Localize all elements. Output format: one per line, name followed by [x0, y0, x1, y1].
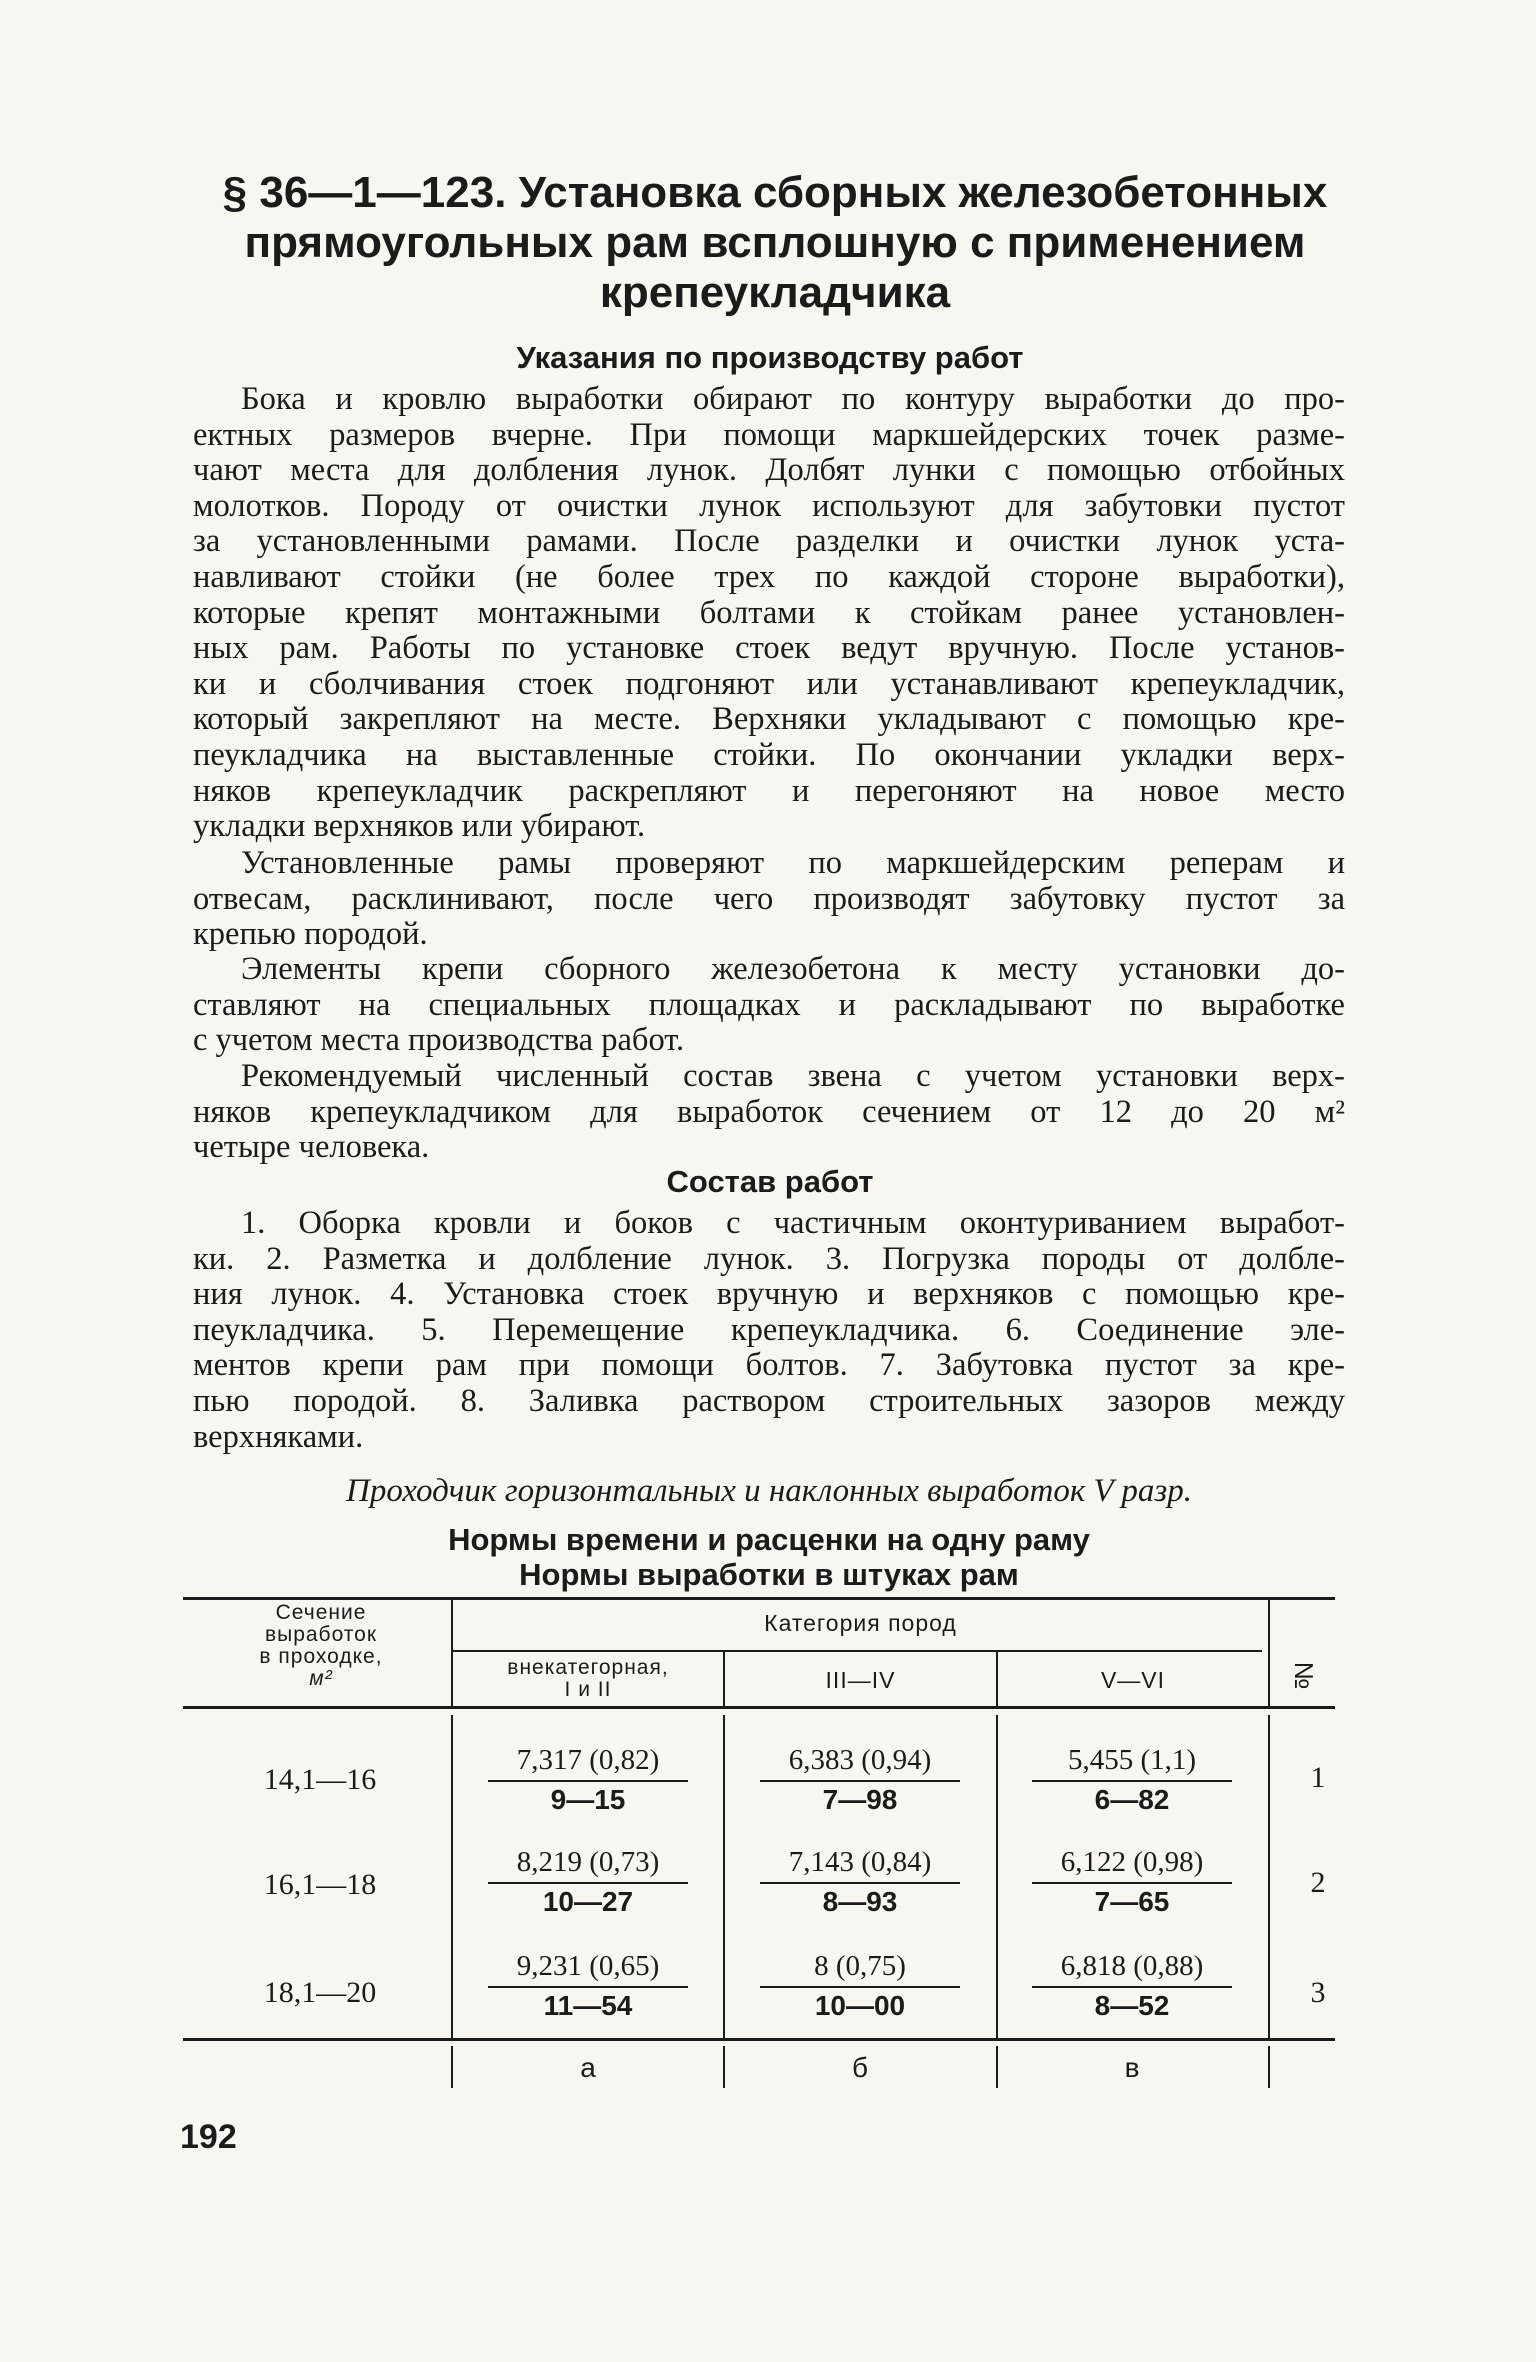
fraction-bar — [760, 1780, 960, 1782]
table-cell-a — [488, 1743, 688, 1816]
rate-value: 11—54 — [543, 1990, 633, 2021]
profession-line: Проходчик горизонтальных и наклонных выработок V разр. — [346, 1473, 1192, 1509]
header-col-a — [453, 1657, 723, 1701]
text-line: пеукладчика. 5. Перемещение крепеукладчика. 6. Соединение эле- — [193, 1311, 1345, 1348]
instructions-paragraph-1 — [193, 382, 1345, 845]
table-cell-c — [1032, 1743, 1232, 1816]
vertical-rule — [996, 1715, 998, 2038]
text-line: пью породой. 8. Заливка раствором строительных зазоров между — [193, 1382, 1345, 1419]
vertical-rule — [451, 2046, 453, 2088]
text-line: молотков. Породу от очистки лунок используют для забутовки пустот — [193, 487, 1345, 524]
norm-value: 5,455 (1,1) — [1067, 1744, 1197, 1776]
table-cell-b — [760, 1949, 960, 2022]
norms-heading: Нормы времени и расценки на одну раму — [448, 1522, 1090, 1557]
text-line: Бока и кровлю выработки обирают по контуру выработки до про- — [241, 381, 1345, 417]
header-col-b: III—IV — [825, 1667, 896, 1693]
work-composition-heading: Состав работ — [666, 1164, 874, 1199]
header-rock-category: Категория пород — [764, 1610, 957, 1636]
norm-value: 9,231 (0,65) — [516, 1950, 660, 1982]
rate-value: 6—82 — [1094, 1784, 1170, 1815]
header-section-line: в проходке, — [259, 1645, 383, 1668]
norm-value: 6,122 (0,98) — [1060, 1846, 1204, 1878]
text-line: крепью породой. — [193, 916, 428, 953]
text-line: 1. Оборка кровли и боков с частичным оконтуриванием выработ- — [241, 1205, 1345, 1241]
title-line: прямоугольных рам всплошную с применением — [244, 218, 1306, 267]
fraction-bar — [760, 1882, 960, 1884]
rate-value: 8—93 — [822, 1886, 898, 1917]
fraction-bar — [488, 1780, 688, 1782]
instructions-heading: Указания по производству работ — [516, 340, 1024, 375]
header-section — [196, 1602, 446, 1690]
text-line: за установленными рамами. После разделки и очистки лунок уста- — [193, 523, 1345, 560]
table-bottom-rule — [183, 2038, 1335, 2041]
column-letter-a: а — [580, 2052, 596, 2083]
vertical-rule — [723, 1715, 725, 2038]
header-col-a-line: внекатегорная, — [507, 1656, 669, 1679]
text-line: няков крепеукладчиком для выработок сечением от 12 до 20 м² — [193, 1093, 1345, 1130]
header-number: № — [1289, 1661, 1319, 1691]
table-top-rule — [183, 1597, 1335, 1600]
instructions-paragraph-3 — [193, 952, 1345, 1059]
text-line: верхняками. — [193, 1418, 364, 1455]
page-number: 192 — [180, 2118, 237, 2156]
vertical-rule — [996, 2046, 998, 2088]
fraction-bar — [1032, 1882, 1232, 1884]
text-line: чают места для долбления лунок. Долбят лунки с помощью отбойных — [193, 452, 1345, 489]
fraction-bar — [1032, 1780, 1232, 1782]
text-line: Рекомендуемый численный состав звена с учетом установки верх- — [241, 1058, 1345, 1094]
norm-value: 6,383 (0,94) — [788, 1744, 932, 1776]
text-line: Элементы крепи сборного железобетона к месту установки до- — [241, 951, 1345, 987]
text-line: ектных размеров вчерне. При помощи маркшейдерских точек разме- — [193, 416, 1345, 453]
text-line: с учетом места производства работ. — [193, 1022, 685, 1059]
rate-value: 7—98 — [822, 1784, 898, 1815]
vertical-rule — [1268, 1715, 1270, 2038]
header-section-line: Сечение — [275, 1601, 367, 1624]
fraction-bar — [760, 1986, 960, 1988]
rate-value: 10—00 — [814, 1990, 906, 2021]
table-row-number: 1 — [1310, 1761, 1326, 1794]
text-line: пеукладчика на выставленные стойки. По окончании укладки верх- — [193, 736, 1345, 773]
instructions-paragraph-2 — [193, 846, 1345, 953]
title-line: крепеукладчика — [599, 268, 951, 317]
norm-value: 8 (0,75) — [814, 1950, 906, 1982]
text-line: ментов крепи рам при помощи болтов. 7. Забутовка пустот за кре- — [193, 1347, 1345, 1384]
title-line: § 36—1—123. Установка сборных железобетонных — [222, 168, 1328, 217]
table-cell-b — [760, 1845, 960, 1918]
text-line: ки. 2. Разметка и долбление лунок. 3. Погрузка породы от долбле- — [193, 1240, 1345, 1277]
category-underline — [452, 1650, 1262, 1652]
work-composition-list — [193, 1206, 1345, 1455]
text-line: четыре человека. — [193, 1129, 430, 1166]
table-cell-b — [760, 1743, 960, 1816]
rate-value: 7—65 — [1094, 1886, 1170, 1917]
table-row-number: 2 — [1310, 1866, 1326, 1899]
text-line: отвесам, расклинивают, после чего производят забутовку пустот за — [193, 880, 1345, 917]
text-line: ки и сболчивания стоек подгоняют или устанавливают крепеукладчик, — [193, 665, 1345, 702]
table-row-section: 18,1—20 — [263, 1976, 377, 2009]
text-line: укладки верхняков или убирают. — [193, 808, 646, 845]
section-title — [200, 168, 1350, 318]
table-cell-a — [488, 1949, 688, 2022]
rate-value: 10—27 — [542, 1886, 634, 1917]
table-row-section: 14,1—16 — [263, 1763, 377, 1796]
header-section-line: м² — [309, 1667, 333, 1690]
text-line: ставляют на специальных площадках и раскладывают по выработке — [193, 986, 1345, 1023]
norms-subheading: Нормы выработки в штуках рам — [519, 1557, 1019, 1592]
norm-value: 7,143 (0,84) — [788, 1846, 932, 1878]
vertical-rule — [1268, 2046, 1270, 2088]
text-line: Установленные рамы проверяют по маркшейдерским реперам и — [241, 845, 1345, 881]
text-line: ных рам. Работы по установке стоек ведут вручную. После установ- — [193, 630, 1345, 667]
norm-value: 6,818 (0,88) — [1060, 1950, 1204, 1982]
norm-value: 7,317 (0,82) — [516, 1744, 660, 1776]
header-col-c: V—VI — [1100, 1667, 1166, 1693]
text-line: ния лунок. 4. Установка стоек вручную и верхняков с помощью кре- — [193, 1276, 1345, 1313]
table-cell-a — [488, 1845, 688, 1918]
rate-value: 8—52 — [1094, 1990, 1170, 2021]
table-cell-c — [1032, 1845, 1232, 1918]
text-line: навливают стойки (не более трех по каждой стороне выработки), — [193, 558, 1345, 595]
fraction-bar — [1032, 1986, 1232, 1988]
text-line: которые крепят монтажными болтами к стойкам ранее установлен- — [193, 594, 1345, 631]
header-col-a-line: I и II — [564, 1678, 612, 1701]
column-letter-c: в — [1124, 2052, 1140, 2083]
rate-value: 9—15 — [550, 1784, 626, 1815]
text-line: няков крепеукладчик раскрепляют и перегоняют на новое место — [193, 772, 1345, 809]
table-cell-c — [1032, 1949, 1232, 2022]
fraction-bar — [488, 1986, 688, 1988]
vertical-rule — [1268, 1600, 1270, 1706]
table-header-rule — [183, 1706, 1335, 1709]
instructions-paragraph-4 — [193, 1059, 1345, 1166]
norm-value: 8,219 (0,73) — [516, 1846, 660, 1878]
vertical-rule — [451, 1715, 453, 2038]
fraction-bar — [488, 1882, 688, 1884]
text-line: который закрепляют на месте. Верхняки укладывают с помощью кре- — [193, 701, 1345, 738]
column-letter-b: б — [851, 2052, 869, 2083]
vertical-rule — [723, 2046, 725, 2088]
header-section-line: выработок — [264, 1623, 378, 1646]
table-row-section: 16,1—18 — [263, 1868, 377, 1901]
table-row-number: 3 — [1310, 1976, 1326, 2009]
